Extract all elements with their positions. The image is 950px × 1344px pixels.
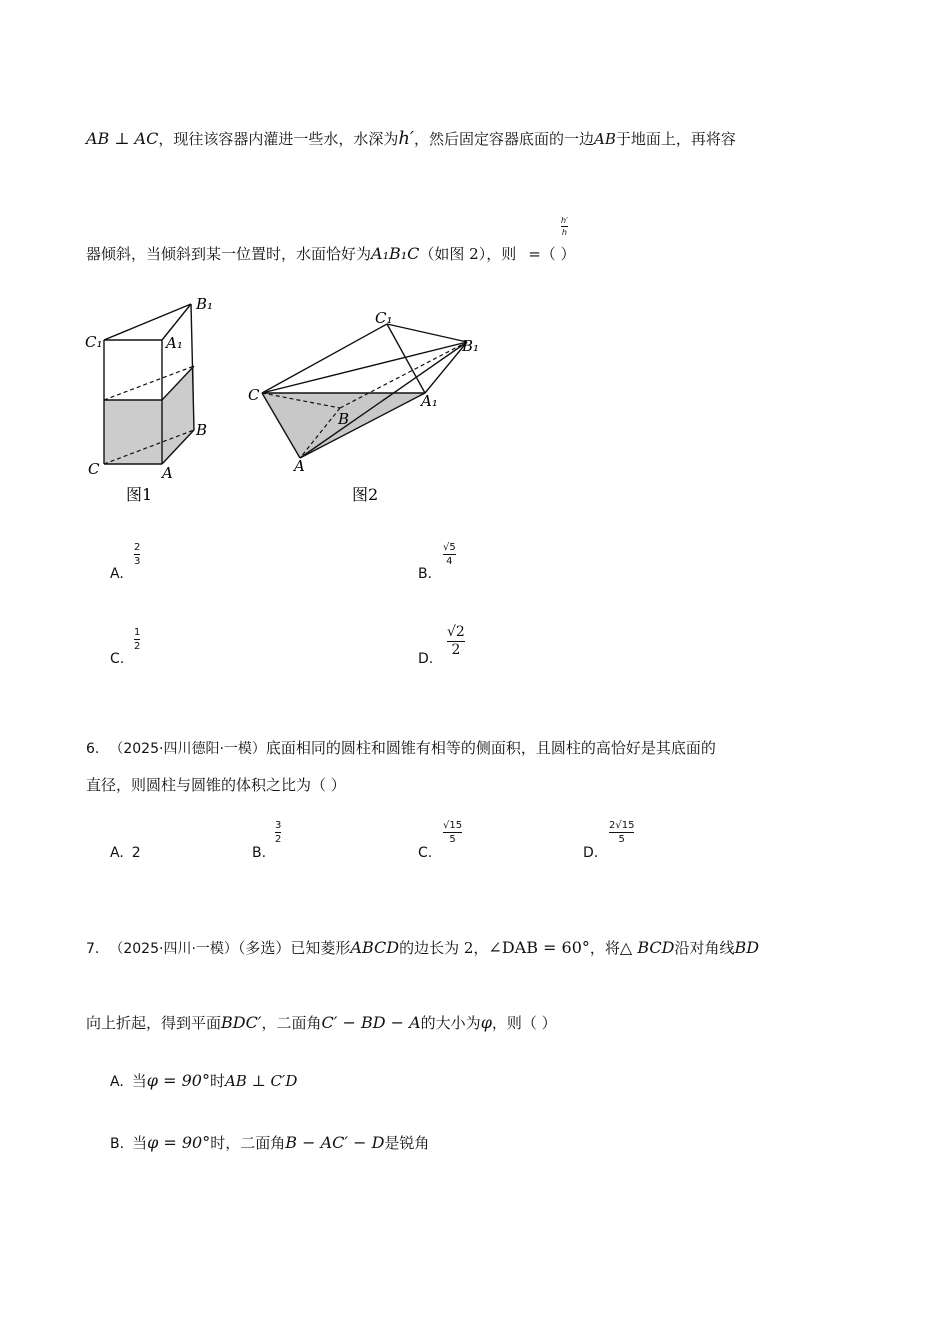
fig1-label-a1: A₁ (166, 334, 183, 352)
fig1-label-b: B (196, 421, 208, 439)
fig2-label-c: C (248, 386, 260, 404)
numerator: 3 (275, 820, 282, 831)
fig1-caption: 图1 (126, 485, 153, 504)
fig1-label-c1: C₁ (85, 333, 103, 351)
q6-option-a[interactable] (110, 845, 141, 861)
math-phi-90: φ = 90° (146, 1071, 210, 1090)
numerator: √5 (443, 542, 456, 553)
q7-option-b-text-b: 时，二面角 (210, 1134, 286, 1152)
figure1-prism (80, 290, 240, 510)
fraction-denominator: h (561, 228, 567, 237)
fig2-label-a1: A₁ (421, 392, 438, 410)
numerator: √2 (447, 624, 465, 640)
q5-option-b-fraction (443, 542, 456, 567)
q6-option-c-fraction (443, 820, 462, 845)
math-triangle-bcd: △ BCD (619, 938, 675, 957)
q7-line2-text-b: ，二面角 (261, 1014, 322, 1032)
fig1-label-a: A (162, 464, 173, 482)
q7-line2-text-d: ，则（ ） (491, 1014, 557, 1032)
q6-option-d-letter[interactable]: D. (583, 845, 599, 861)
math-dihedral-b-ac-d: B − AC′ − D (285, 1133, 385, 1152)
q7-line2 (86, 1012, 557, 1034)
numerator: √15 (443, 820, 463, 831)
q7-option-b-text-a: 当 (132, 1134, 148, 1152)
denominator: 2 (134, 641, 141, 652)
q5-text-b: ，然后固定容器底面的一边 (414, 130, 595, 148)
math-phi-90-b: φ = 90° (147, 1133, 211, 1152)
fig1-label-b1: B₁ (196, 295, 214, 313)
denominator: 2 (451, 642, 461, 658)
math-plane-bdc: BDC′ (221, 1013, 262, 1032)
q6-option-b-fraction (275, 820, 281, 845)
q7-line2-text-a: 向上折起，得到平面 (86, 1014, 222, 1032)
q7-text-c: ，将 (589, 939, 620, 957)
q5-line2-text-c: =（ ） (528, 245, 576, 263)
q6-option-b-letter[interactable]: B. (252, 845, 267, 861)
q5-line2 (86, 243, 576, 265)
q5-option-c-letter[interactable]: C. (110, 651, 125, 667)
q7-text-b: 的边长为 2， (399, 939, 489, 957)
fig2-label-b1: B₁ (462, 337, 480, 355)
q5-line2-text-a: 器倾斜，当倾斜到某一位置时，水面恰好为 (86, 245, 372, 263)
q7-option-b-letter: B. (110, 1136, 125, 1152)
math-bd: BD (734, 938, 760, 957)
q6-number: 6. (86, 741, 100, 757)
q5-text-c: 于地面上，再将容 (615, 130, 736, 148)
math-phi: φ (480, 1013, 492, 1032)
q5-option-a-fraction (134, 542, 140, 567)
q7-text-a: 已知菱形 (290, 939, 351, 957)
denominator: 5 (618, 834, 625, 845)
fig2-label-a: A (294, 457, 305, 475)
q5-option-b-letter[interactable]: B. (418, 566, 433, 582)
q5-option-d-letter[interactable]: D. (418, 651, 434, 667)
math-dihedral-angle: C′ − BD − A (321, 1013, 421, 1032)
q6-option-c-letter[interactable]: C. (418, 845, 433, 861)
numerator: 2 (134, 542, 141, 553)
q7-number: 7. (86, 941, 100, 957)
q7-option-a-text-a: 当 (131, 1072, 147, 1090)
figure2-tilted-prism (240, 300, 500, 510)
q7-line1 (86, 937, 759, 960)
math-ab-perp-ac: AB ⊥ AC (86, 129, 159, 148)
q5-option-d-fraction (447, 625, 465, 658)
fig1-label-c: C (88, 460, 100, 478)
math-ab-perp-cd: AB ⊥ C′D (224, 1072, 298, 1090)
q5-option-c-fraction (134, 627, 140, 652)
q5-option-a-letter[interactable]: A. (110, 566, 124, 582)
fraction-numerator: h′ (561, 216, 568, 225)
fig1-water-side (162, 366, 194, 464)
denominator: 4 (446, 556, 453, 567)
fig2-caption: 图2 (352, 485, 379, 504)
q7-option-b[interactable] (110, 1132, 429, 1155)
q6-line2: 直径，则圆柱与圆锥的体积之比为（ ） (86, 776, 346, 794)
q5-text-a: ，现往该容器内灌进一些水，水深为 (158, 130, 399, 148)
math-h-prime: h′ (398, 128, 415, 149)
q6-option-a-value: 2 (131, 845, 141, 861)
denominator: 2 (275, 834, 282, 845)
q7-option-a[interactable] (110, 1070, 297, 1093)
q7-option-b-text-c: 是锐角 (384, 1134, 430, 1152)
math-abcd: ABCD (350, 938, 400, 957)
q6-option-a-letter: A. (110, 845, 124, 861)
math-angle-dab: ∠DAB = 60° (488, 938, 590, 957)
math-ab: AB (594, 130, 616, 148)
q7-source: （2025·四川·一模） (109, 941, 238, 957)
q7-option-a-letter: A. (110, 1074, 124, 1090)
denominator: 3 (134, 556, 141, 567)
q6-text-line1: 底面相同的圆柱和圆锥有相等的侧面积，且圆柱的高恰好是其底面的 (265, 739, 716, 757)
q6-source: （2025·四川德阳·一模） (109, 741, 266, 757)
fraction-h-prime-over-h (561, 216, 568, 237)
q7-option-a-text-b: 时 (209, 1072, 225, 1090)
q5-line1 (86, 128, 736, 150)
numerator: 1 (134, 627, 141, 638)
fig2-label-b: B (338, 410, 350, 428)
fig1-water-front (104, 400, 162, 464)
q5-line2-text-b: （如图 2），则 (419, 245, 517, 263)
fig2-label-c1: C₁ (375, 309, 393, 327)
q6-line1 (86, 737, 716, 760)
math-plane-a1b1c: A₁B₁C (371, 244, 420, 263)
q7-tag: （多选） (237, 939, 291, 957)
numerator: 2√15 (609, 820, 635, 831)
q7-text-d: 沿对角线 (674, 939, 735, 957)
denominator: 5 (449, 834, 456, 845)
q7-line2-text-c: 的大小为 (420, 1014, 481, 1032)
q6-option-d-fraction (609, 820, 634, 845)
